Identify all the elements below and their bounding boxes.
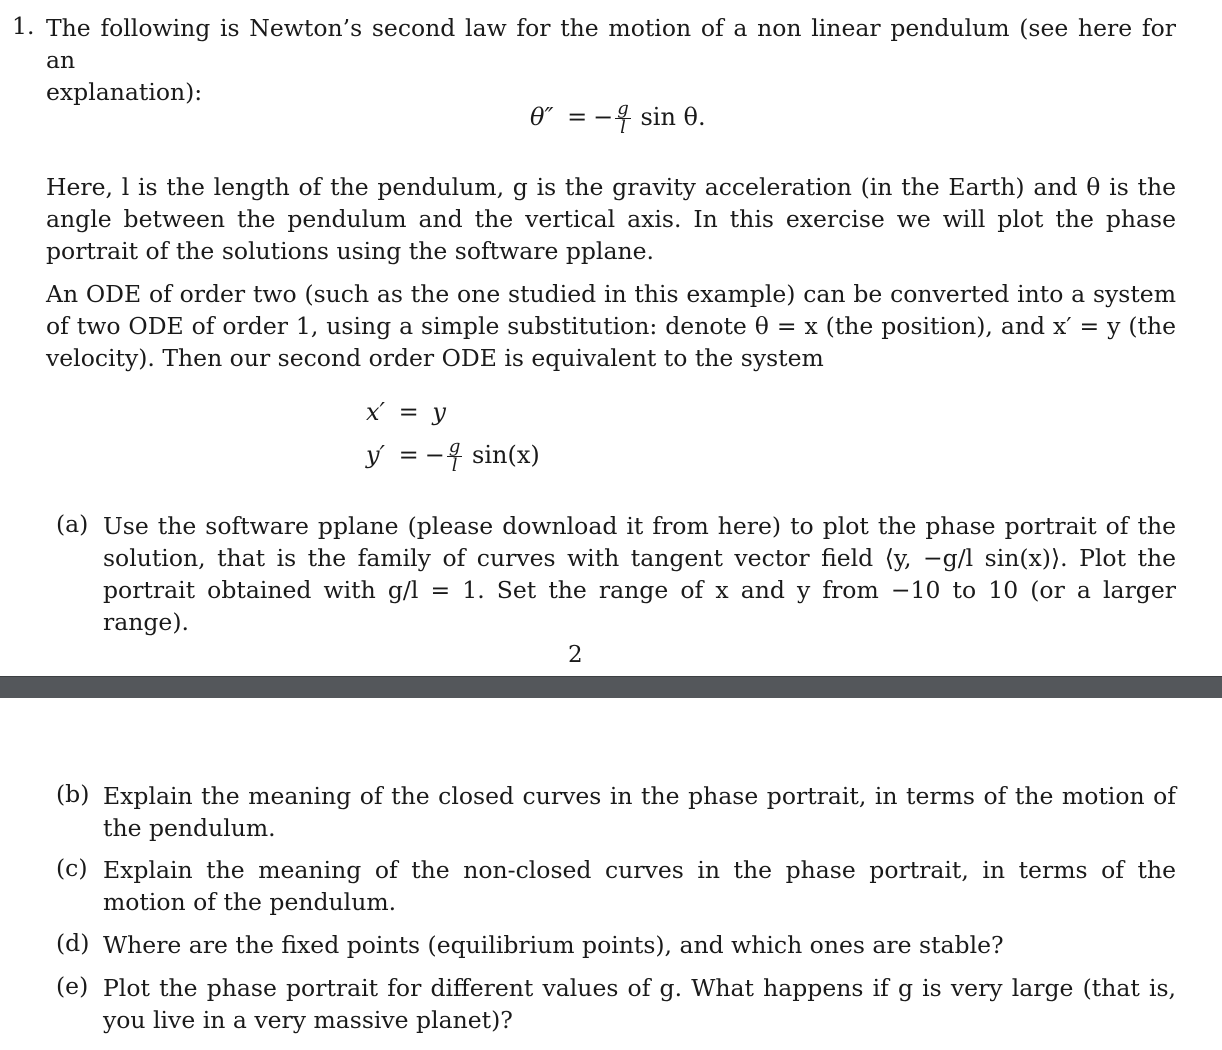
- system-fraction: [447, 438, 463, 475]
- part-c-label: (c): [56, 854, 88, 882]
- equation-lhs: θ″: [530, 103, 554, 131]
- equation-equals: =: [567, 103, 588, 131]
- system-fraction-numerator: g: [448, 436, 461, 457]
- system-line1-equals: =: [398, 398, 419, 426]
- part-c-text: Explain the meaning of the non-closed curves in the phase portrait, in terms of the motion of the pendulum.: [103, 856, 1176, 916]
- part-b-label: (b): [56, 780, 90, 808]
- system-line1-rhs: y: [432, 398, 446, 426]
- paragraph-ode-conversion: An ODE of order two (such as the one studied in this example) can be converted into a system of two ODE of order 1, using a simple substitution: denote θ = x (the position), and x′ = y (the velocity). Then our second order ODE is equivalent to the system: [46, 280, 1176, 372]
- page-separator: [0, 676, 1222, 700]
- equation-newton: [530, 100, 706, 137]
- equation-rhs: sin θ.: [640, 103, 706, 131]
- problem-intro-line2: explanation):: [46, 78, 203, 106]
- part-e-label: (e): [56, 972, 89, 1000]
- equation-minus: −: [593, 103, 614, 131]
- system-line1-lhs: x′: [366, 398, 385, 426]
- part-d-text: Where are the fixed points (equilibrium points), and which ones are stable?: [103, 931, 1004, 959]
- system-line2-rhs: sin(x): [472, 441, 540, 469]
- part-e-text: Plot the phase portrait for different values of g. What happens if g is very large (that is, you live in a very massive planet)?: [103, 974, 1176, 1034]
- equation-fraction: [615, 100, 631, 137]
- problem-number: 1.: [12, 12, 35, 40]
- system-line-2: [366, 438, 540, 475]
- system-fraction-denominator: l: [451, 455, 458, 476]
- part-a-label: (a): [56, 510, 89, 538]
- system-line2-minus: −: [424, 441, 445, 469]
- problem-intro: [46, 12, 1176, 108]
- document-page-bottom: [0, 698, 1222, 1050]
- system-line-1: [366, 398, 446, 426]
- fraction-numerator: g: [617, 98, 629, 119]
- paragraph-definitions: Here, l is the length of the pendulum, g is the gravity acceleration (in the Earth) and θ is the angle between the pendulum and the vertical axis. In this exercise we will plot the phase portrait of the solutions using the software pplane.: [46, 173, 1176, 265]
- part-a-text: Use the software pplane (please download it from here) to plot the phase portrait of the solution, that is the family of curves with tangent vector field ⟨y, −g/l sin(x)⟩. Plot the portrait obtained with g/l = 1. Set the range of x and y from −10 to 10 (or a larger range).: [103, 512, 1176, 636]
- part-b-text: Explain the meaning of the closed curves in the phase portrait, in terms of the motion of the pendulum.: [103, 782, 1176, 842]
- page-number: 2: [568, 642, 583, 668]
- fraction-denominator: l: [620, 117, 626, 138]
- system-line2-lhs: y′: [366, 441, 386, 469]
- system-line2-equals: =: [398, 441, 419, 469]
- problem-intro-line1: The following is Newton’s second law for the motion of a non linear pendulum (see here for an: [46, 14, 1176, 74]
- part-d-label: (d): [56, 929, 90, 957]
